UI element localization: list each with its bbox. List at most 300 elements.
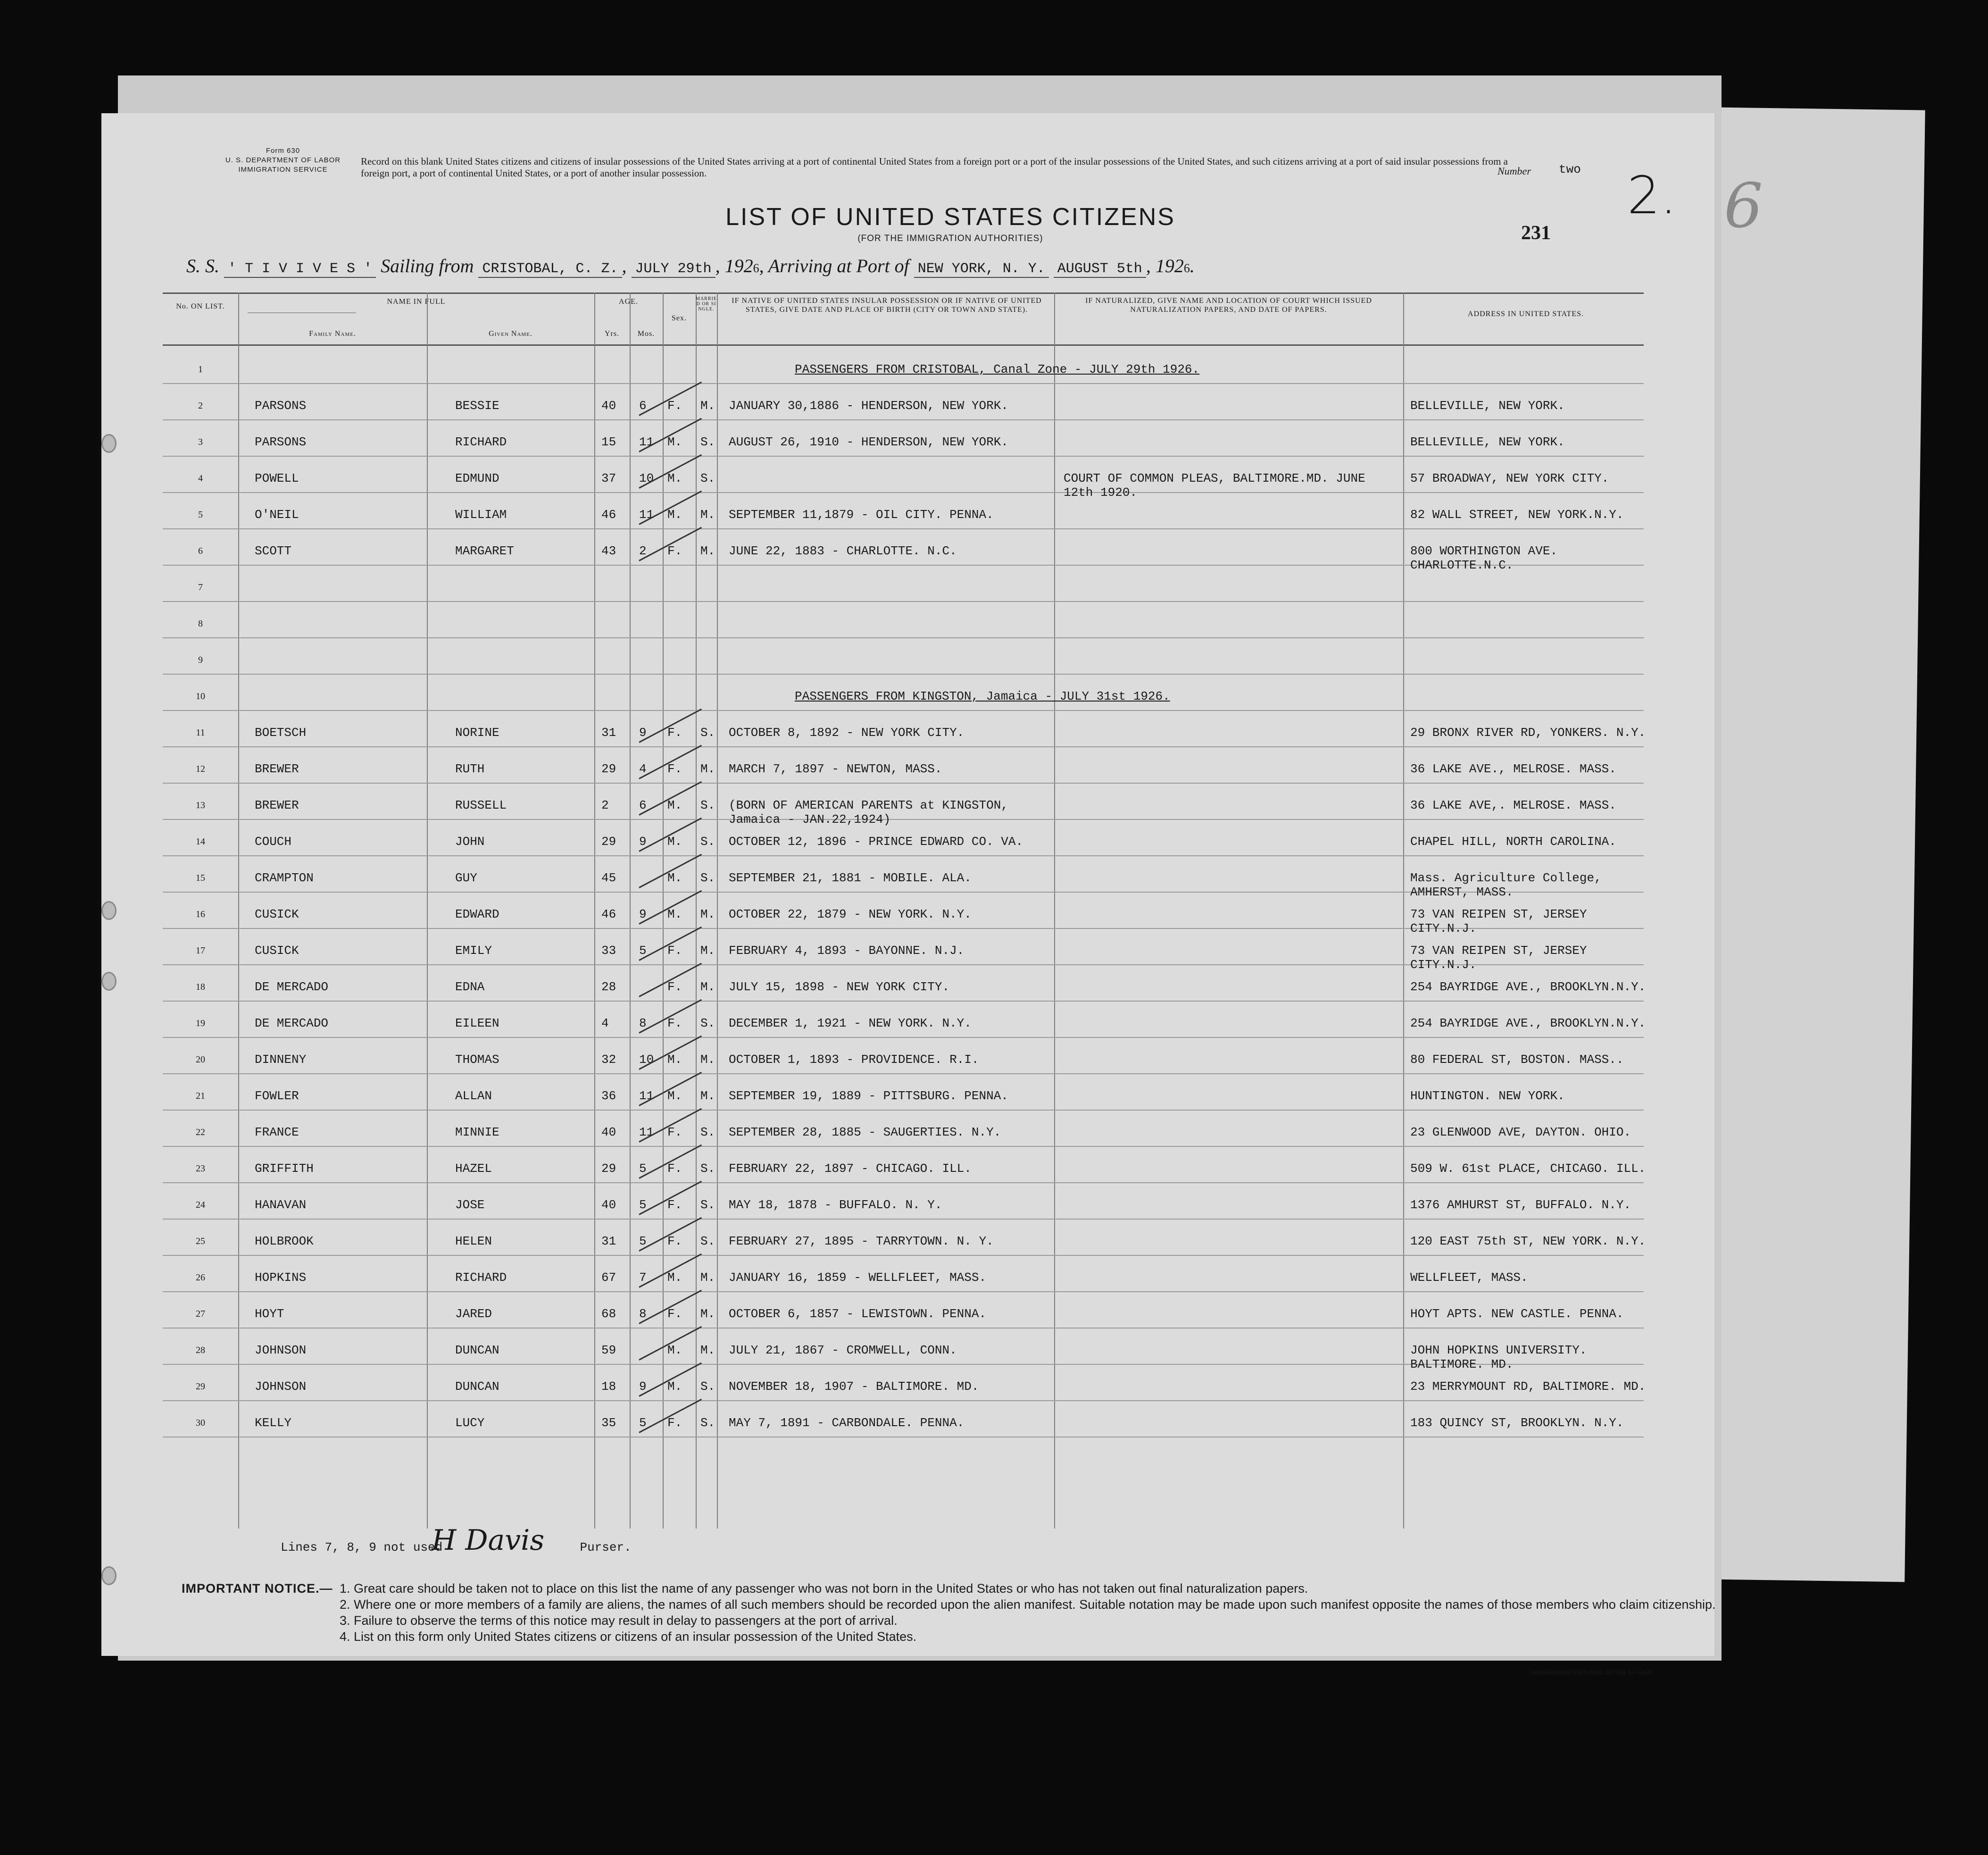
age-years: 35 bbox=[601, 1416, 616, 1430]
arriving-label: Arriving at Port of bbox=[768, 255, 909, 276]
birth-info: OCTOBER 12, 1896 - PRINCE EDWARD CO. VA. bbox=[729, 835, 1023, 849]
address: BELLEVILLE, NEW YORK. bbox=[1410, 435, 1565, 449]
marital-status: M. bbox=[700, 399, 715, 413]
line-number: 5 bbox=[198, 510, 203, 520]
address: Mass. Agriculture College, AMHERST, MASS. bbox=[1410, 871, 1602, 899]
row-rule bbox=[163, 1219, 1644, 1220]
line-number: 14 bbox=[196, 836, 205, 847]
line-number: 16 bbox=[196, 909, 205, 919]
age-months: 2 bbox=[639, 544, 647, 558]
age-months: 8 bbox=[639, 1016, 647, 1030]
family-name: POWELL bbox=[255, 471, 299, 485]
birth-info: MARCH 7, 1897 - NEWTON, MASS. bbox=[729, 762, 942, 776]
row-rule bbox=[163, 1146, 1644, 1147]
family-name: CUSICK bbox=[255, 907, 299, 921]
sex: M. bbox=[667, 871, 682, 885]
family-name: KELLY bbox=[255, 1416, 292, 1430]
line-number: 9 bbox=[198, 655, 203, 665]
age-months: 11 bbox=[639, 1089, 654, 1103]
marital-status: M. bbox=[700, 1053, 715, 1067]
family-name: COUCH bbox=[255, 835, 292, 849]
marital-status: S. bbox=[700, 1198, 715, 1212]
birth-info: JULY 21, 1867 - CROMWELL, CONN. bbox=[729, 1343, 957, 1357]
line-number: 7 bbox=[198, 582, 203, 593]
line-number: 12 bbox=[196, 764, 205, 774]
birth-info: JUNE 22, 1883 - CHARLOTTE. N.C. bbox=[729, 544, 957, 558]
col-divider bbox=[427, 292, 428, 1529]
binder-hole bbox=[101, 901, 116, 920]
section-heading: PASSENGERS FROM CRISTOBAL, Canal Zone - JULY 29th 1926. bbox=[795, 362, 1200, 376]
col-divider bbox=[717, 292, 718, 1529]
marital-status: M. bbox=[700, 544, 715, 558]
instructions: Record on this blank United States citizens and citizens of insular possessions of the United States arriving at a port of continental United States from a foreign port or a port of the insular possessions of the United States, and such citizens arriving at a port of said insular possessions from a foreign port, a port of continental United States, or a port of another insular possession. bbox=[361, 156, 1508, 179]
marital-status: M. bbox=[700, 1089, 715, 1103]
sex: M. bbox=[667, 835, 682, 849]
given-name: JARED bbox=[455, 1307, 492, 1321]
address: 120 EAST 75th ST, NEW YORK. N.Y. bbox=[1410, 1234, 1646, 1248]
address: 509 W. 61st PLACE, CHICAGO. ILL. bbox=[1410, 1161, 1646, 1176]
line-number: 2 bbox=[198, 401, 203, 411]
birth-info: DECEMBER 1, 1921 - NEW YORK. N.Y. bbox=[729, 1016, 972, 1030]
sex: M. bbox=[667, 471, 682, 485]
notice-item: 1. Great care should be taken not to place on this list the name of any passenger who was not born in the United States or who has not taken out final naturalization papers. bbox=[340, 1581, 1308, 1596]
family-name: SCOTT bbox=[255, 544, 292, 558]
sex: F. bbox=[667, 1198, 682, 1212]
address: 254 BAYRIDGE AVE., BROOKLYN.N.Y. bbox=[1410, 980, 1646, 994]
family-name: BREWER bbox=[255, 762, 299, 776]
given-name: EDMUND bbox=[455, 471, 499, 485]
binder-hole bbox=[101, 972, 116, 991]
marital-status: M. bbox=[700, 1270, 715, 1285]
line-number: 15 bbox=[196, 873, 205, 883]
age-years: 46 bbox=[601, 907, 616, 921]
number-digit: 2. bbox=[1627, 165, 1677, 226]
row-rule bbox=[163, 456, 1644, 457]
marital-status: M. bbox=[700, 508, 715, 522]
address: 23 GLENWOOD AVE, DAYTON. OHIO. bbox=[1410, 1125, 1631, 1139]
birth-info: AUGUST 26, 1910 - HENDERSON, NEW YORK. bbox=[729, 435, 1008, 449]
birth-info: FEBRUARY 22, 1897 - CHICAGO. ILL. bbox=[729, 1161, 972, 1176]
sex: F. bbox=[667, 1307, 682, 1321]
marital-status: S. bbox=[700, 871, 715, 885]
lines-not-used: Lines 7, 8, 9 not used bbox=[281, 1540, 443, 1554]
given-name: JOHN bbox=[455, 835, 485, 849]
age-months: 9 bbox=[639, 907, 647, 921]
age-months: 9 bbox=[639, 1379, 647, 1394]
line-number: 26 bbox=[196, 1272, 205, 1283]
page-title: LIST OF UNITED STATES CITIZENS bbox=[725, 203, 1175, 231]
row-rule bbox=[163, 637, 1644, 638]
line-number: 1 bbox=[198, 364, 203, 375]
sex: F. bbox=[667, 944, 682, 958]
col-divider bbox=[630, 292, 631, 1529]
marital-status: M. bbox=[700, 762, 715, 776]
address: 73 VAN REIPEN ST, JERSEY CITY.N.J. bbox=[1410, 944, 1587, 972]
given-name: WILLIAM bbox=[455, 508, 507, 522]
birth-info: FEBRUARY 4, 1893 - BAYONNE. N.J. bbox=[729, 944, 965, 958]
age-months: 7 bbox=[639, 1270, 647, 1285]
age-years: 67 bbox=[601, 1270, 616, 1285]
header-bottom-rule bbox=[163, 344, 1644, 346]
header-mos: Mos. bbox=[637, 330, 655, 338]
binder-hole bbox=[101, 434, 116, 453]
birth-info: OCTOBER 8, 1892 - NEW YORK CITY. bbox=[729, 726, 965, 740]
marital-status: M. bbox=[700, 944, 715, 958]
side-page-mark: 6 bbox=[1724, 170, 1763, 242]
header-family-name: Family Name. bbox=[309, 330, 356, 338]
line-number: 17 bbox=[196, 945, 205, 956]
line-number: 23 bbox=[196, 1163, 205, 1174]
address: JOHN HOPKINS UNIVERSITY. BALTIMORE. MD. bbox=[1410, 1343, 1587, 1371]
row-rule bbox=[163, 783, 1644, 784]
address: 1376 AMHURST ST, BUFFALO. N.Y. bbox=[1410, 1198, 1631, 1212]
row-rule bbox=[163, 419, 1644, 420]
family-name: FOWLER bbox=[255, 1089, 299, 1103]
given-name: ALLAN bbox=[455, 1089, 492, 1103]
line-number: 10 bbox=[196, 691, 205, 702]
family-name: DE MERCADO bbox=[255, 1016, 329, 1030]
section-heading: PASSENGERS FROM KINGSTON, Jamaica - JULY 31st 1926. bbox=[795, 689, 1170, 703]
age-months: 11 bbox=[639, 1125, 654, 1139]
row-rule bbox=[163, 855, 1644, 856]
address: 36 LAKE AVE,. MELROSE. MASS. bbox=[1410, 798, 1616, 812]
line-number: 30 bbox=[196, 1418, 205, 1428]
age-years: 40 bbox=[601, 1198, 616, 1212]
line-number: 3 bbox=[198, 437, 203, 447]
birth-info: JANUARY 16, 1859 - WELLFLEET, MASS. bbox=[729, 1270, 987, 1285]
sailing-year: 1926 bbox=[724, 255, 759, 276]
notice-item: 2. Where one or more members of a family are aliens, the names of all such members should be recorded upon the alien manifest. Suitable notation may be made upon such manifest opposite the names of those members who claim citizenship. bbox=[340, 1597, 1716, 1612]
binder-hole bbox=[101, 1566, 116, 1585]
row-rule bbox=[163, 1291, 1644, 1292]
given-name: MARGARET bbox=[455, 544, 514, 558]
age-months: 5 bbox=[639, 1416, 647, 1430]
line-number: 18 bbox=[196, 982, 205, 992]
sex: M. bbox=[667, 907, 682, 921]
sex: M. bbox=[667, 1089, 682, 1103]
line-number: 8 bbox=[198, 618, 203, 629]
printing-office-mark: GOVERNMENT PRINTING OFFICE 14—914 bbox=[1531, 1670, 1651, 1676]
given-name: EILEEN bbox=[455, 1016, 499, 1030]
address: 80 FEDERAL ST, BOSTON. MASS.. bbox=[1410, 1053, 1624, 1067]
col-divider bbox=[1054, 292, 1055, 1529]
birth-info: SEPTEMBER 11,1879 - OIL CITY. PENNA. bbox=[729, 508, 994, 522]
address: BELLEVILLE, NEW YORK. bbox=[1410, 399, 1565, 413]
birth-info: MAY 18, 1878 - BUFFALO. N. Y. bbox=[729, 1198, 942, 1212]
given-name: THOMAS bbox=[455, 1053, 499, 1067]
sex: F. bbox=[667, 399, 682, 413]
line-number: 22 bbox=[196, 1127, 205, 1137]
given-name: RUSSELL bbox=[455, 798, 507, 812]
marital-status: S. bbox=[700, 1161, 715, 1176]
name-subheader-rule bbox=[248, 312, 356, 313]
row-rule bbox=[163, 746, 1644, 747]
age-years: 36 bbox=[601, 1089, 616, 1103]
line-number: 13 bbox=[196, 800, 205, 811]
header-no: No. ON LIST. bbox=[176, 302, 225, 310]
arrival-year: 1926 bbox=[1155, 255, 1190, 276]
marital-status: S. bbox=[700, 435, 715, 449]
row-rule bbox=[163, 1001, 1644, 1002]
header-name-in-full: NAME IN FULL bbox=[387, 298, 446, 306]
sex: F. bbox=[667, 980, 682, 994]
birth-info: JULY 15, 1898 - NEW YORK CITY. bbox=[729, 980, 950, 994]
age-years: 29 bbox=[601, 835, 616, 849]
row-rule bbox=[163, 1328, 1644, 1329]
header-top-rule bbox=[163, 292, 1644, 294]
family-name: O'NEIL bbox=[255, 508, 299, 522]
address: WELLFLEET, MASS. bbox=[1410, 1270, 1528, 1285]
marital-status: S. bbox=[700, 1379, 715, 1394]
birth-info: OCTOBER 22, 1879 - NEW YORK. N.Y. bbox=[729, 907, 972, 921]
sex: F. bbox=[667, 1125, 682, 1139]
age-months: 11 bbox=[639, 508, 654, 522]
row-rule bbox=[163, 492, 1644, 493]
col-divider bbox=[594, 292, 595, 1529]
family-name: HOLBROOK bbox=[255, 1234, 314, 1248]
address: 23 MERRYMOUNT RD, BALTIMORE. MD. bbox=[1410, 1379, 1646, 1394]
sex: F. bbox=[667, 762, 682, 776]
given-name: DUNCAN bbox=[455, 1379, 499, 1394]
address: 29 BRONX RIVER RD, YONKERS. N.Y. bbox=[1410, 726, 1646, 740]
col-divider bbox=[238, 292, 239, 1529]
family-name: DINNENY bbox=[255, 1053, 307, 1067]
family-name: HANAVAN bbox=[255, 1198, 307, 1212]
age-years: 43 bbox=[601, 544, 616, 558]
age-years: 15 bbox=[601, 435, 616, 449]
age-months: 11 bbox=[639, 435, 654, 449]
sex: F. bbox=[667, 1234, 682, 1248]
sex: F. bbox=[667, 1016, 682, 1030]
header-birth: IF NATIVE OF UNITED STATES INSULAR POSSESSION OR IF NATIVE OF UNITED STATES, GIVE DATE AND PLACE OF BIRTH (CITY OR TOWN AND STATE). bbox=[732, 297, 1042, 314]
sex: M. bbox=[667, 1379, 682, 1394]
age-months: 6 bbox=[639, 399, 647, 413]
age-years: 28 bbox=[601, 980, 616, 994]
birth-info: SEPTEMBER 21, 1881 - MOBILE. ALA. bbox=[729, 871, 972, 885]
row-rule bbox=[163, 383, 1644, 384]
marital-status: S. bbox=[700, 1016, 715, 1030]
marital-status: S. bbox=[700, 726, 715, 740]
given-name: JOSE bbox=[455, 1198, 485, 1212]
line-number: 29 bbox=[196, 1381, 205, 1392]
row-rule bbox=[163, 1037, 1644, 1038]
row-rule bbox=[163, 528, 1644, 529]
line-number: 4 bbox=[198, 473, 203, 484]
age-months: 10 bbox=[639, 1053, 654, 1067]
birth-info: OCTOBER 1, 1893 - PROVIDENCE. R.I. bbox=[729, 1053, 979, 1067]
marital-status: M. bbox=[700, 1307, 715, 1321]
notice-item: 3. Failure to observe the terms of this notice may result in delay to passengers at the port of arrival. bbox=[340, 1613, 898, 1628]
marital-status: S. bbox=[700, 798, 715, 812]
family-name: PARSONS bbox=[255, 399, 307, 413]
address: HUNTINGTON. NEW YORK. bbox=[1410, 1089, 1565, 1103]
family-name: JOHNSON bbox=[255, 1343, 307, 1357]
sex: M. bbox=[667, 1053, 682, 1067]
header-yrs: Yrs. bbox=[604, 330, 620, 338]
line-number: 25 bbox=[196, 1236, 205, 1246]
birth-info: FEBRUARY 27, 1895 - TARRYTOWN. N. Y. bbox=[729, 1234, 994, 1248]
marital-status: S. bbox=[700, 1125, 715, 1139]
purser-signature: H Davis bbox=[432, 1524, 545, 1557]
sailing-port: CRISTOBAL, C. Z. bbox=[478, 261, 622, 278]
age-years: 31 bbox=[601, 1234, 616, 1248]
line-number: 27 bbox=[196, 1309, 205, 1319]
arrival-date: AUGUST 5th bbox=[1054, 261, 1146, 278]
sex: M. bbox=[667, 1343, 682, 1357]
given-name: BESSIE bbox=[455, 399, 499, 413]
age-years: 4 bbox=[601, 1016, 609, 1030]
form-identifier bbox=[205, 146, 361, 175]
given-name: NORINE bbox=[455, 726, 499, 740]
col-divider bbox=[1403, 292, 1404, 1529]
age-months: 5 bbox=[639, 1234, 647, 1248]
marital-status: M. bbox=[700, 907, 715, 921]
family-name: BOETSCH bbox=[255, 726, 307, 740]
number-value: two bbox=[1559, 162, 1581, 176]
address: 57 BROADWAY, NEW YORK CITY. bbox=[1410, 471, 1609, 485]
notice-lead: IMPORTANT NOTICE.— bbox=[182, 1581, 333, 1596]
family-name: FRANCE bbox=[255, 1125, 299, 1139]
line-number: 28 bbox=[196, 1345, 205, 1355]
given-name: EMILY bbox=[455, 944, 492, 958]
page-subtitle: (FOR THE IMMIGRATION AUTHORITIES) bbox=[857, 234, 1043, 243]
line-number: 19 bbox=[196, 1018, 205, 1028]
given-name: RICHARD bbox=[455, 1270, 507, 1285]
sailing-date: JULY 29th bbox=[632, 261, 715, 278]
marital-status: M. bbox=[700, 980, 715, 994]
row-rule bbox=[163, 674, 1644, 675]
row-rule bbox=[163, 1400, 1644, 1401]
line-number: 6 bbox=[198, 546, 203, 556]
marital-status: S. bbox=[700, 835, 715, 849]
family-name: PARSONS bbox=[255, 435, 307, 449]
given-name: HAZEL bbox=[455, 1161, 492, 1176]
sex: M. bbox=[667, 798, 682, 812]
age-months: 6 bbox=[639, 798, 647, 812]
age-years: 40 bbox=[601, 1125, 616, 1139]
manifest-sheet bbox=[101, 113, 1763, 1676]
row-rule bbox=[163, 1073, 1644, 1074]
age-months: 5 bbox=[639, 1161, 647, 1176]
birth-info: SEPTEMBER 28, 1885 - SAUGERTIES. N.Y. bbox=[729, 1125, 1001, 1139]
family-name: HOPKINS bbox=[255, 1270, 307, 1285]
department: U. S. DEPARTMENT OF LABOR bbox=[225, 156, 341, 164]
line-number: 24 bbox=[196, 1200, 205, 1210]
age-months: 5 bbox=[639, 1198, 647, 1212]
address: CHAPEL HILL, NORTH CAROLINA. bbox=[1410, 835, 1616, 849]
arrival-port: NEW YORK, N. Y. bbox=[914, 261, 1049, 278]
birth-info: MAY 7, 1891 - CARBONDALE. PENNA. bbox=[729, 1416, 965, 1430]
family-name: BREWER bbox=[255, 798, 299, 812]
age-months: 4 bbox=[639, 762, 647, 776]
marital-status: S. bbox=[700, 1234, 715, 1248]
age-years: 46 bbox=[601, 508, 616, 522]
passenger-table bbox=[163, 292, 1644, 1529]
address: 183 QUINCY ST, BROOKLYN. N.Y. bbox=[1410, 1416, 1624, 1430]
birth-info: JANUARY 30,1886 - HENDERSON, NEW YORK. bbox=[729, 399, 1008, 413]
ss-label: S. S. bbox=[186, 255, 219, 276]
age-years: 59 bbox=[601, 1343, 616, 1357]
family-name: JOHNSON bbox=[255, 1379, 307, 1394]
header-naturalized: IF NATURALIZED, GIVE NAME AND LOCATION OF COURT WHICH ISSUED NATURALIZATION PAPERS, AND DATE OF PAPERS. bbox=[1085, 297, 1372, 314]
given-name: RICHARD bbox=[455, 435, 507, 449]
form-number: Form 630 bbox=[266, 147, 300, 155]
age-years: 45 bbox=[601, 871, 616, 885]
age-years: 32 bbox=[601, 1053, 616, 1067]
birth-info: NOVEMBER 18, 1907 - BALTIMORE. MD. bbox=[729, 1379, 979, 1394]
marital-status: S. bbox=[700, 471, 715, 485]
line-number: 11 bbox=[196, 727, 205, 738]
line-number: 20 bbox=[196, 1054, 205, 1065]
row-rule bbox=[163, 710, 1644, 711]
address: 254 BAYRIDGE AVE., BROOKLYN.N.Y. bbox=[1410, 1016, 1646, 1030]
marital-status: S. bbox=[700, 1416, 715, 1430]
row-rule bbox=[163, 1182, 1644, 1183]
sex: F. bbox=[667, 544, 682, 558]
age-months: 10 bbox=[639, 471, 654, 485]
age-months: 9 bbox=[639, 835, 647, 849]
sex: M. bbox=[667, 435, 682, 449]
row-rule bbox=[163, 1110, 1644, 1111]
family-name: CRAMPTON bbox=[255, 871, 314, 885]
age-months: 5 bbox=[639, 944, 647, 958]
voyage-line: S. S. ' T I V I V E S ' Sailing from CRISTOBAL, C. Z. , JULY 29th , 1926, Arriving at Port of NEW YORK, N. Y. AUGUST 5th , 1926. bbox=[186, 255, 1195, 277]
ship-name: ' T I V I V E S ' bbox=[224, 261, 376, 278]
age-months: 8 bbox=[639, 1307, 647, 1321]
birth-info: OCTOBER 6, 1857 - LEWISTOWN. PENNA. bbox=[729, 1307, 987, 1321]
address: 82 WALL STREET, NEW YORK.N.Y. bbox=[1410, 508, 1624, 522]
header-address: ADDRESS IN UNITED STATES. bbox=[1468, 310, 1584, 318]
row-rule bbox=[163, 601, 1644, 602]
sex: M. bbox=[667, 1270, 682, 1285]
family-name: GRIFFITH bbox=[255, 1161, 314, 1176]
birth-info: SEPTEMBER 19, 1889 - PITTSBURG. PENNA. bbox=[729, 1089, 1008, 1103]
service: IMMIGRATION SERVICE bbox=[238, 166, 328, 174]
age-years: 37 bbox=[601, 471, 616, 485]
family-name: CUSICK bbox=[255, 944, 299, 958]
age-years: 31 bbox=[601, 726, 616, 740]
given-name: DUNCAN bbox=[455, 1343, 499, 1357]
age-years: 68 bbox=[601, 1307, 616, 1321]
age-years: 29 bbox=[601, 762, 616, 776]
age-months: 9 bbox=[639, 726, 647, 740]
age-years: 29 bbox=[601, 1161, 616, 1176]
marital-status: M. bbox=[700, 1343, 715, 1357]
sex: M. bbox=[667, 508, 682, 522]
sex: F. bbox=[667, 726, 682, 740]
family-name: HOYT bbox=[255, 1307, 284, 1321]
sex: F. bbox=[667, 1161, 682, 1176]
sex: F. bbox=[667, 1416, 682, 1430]
col-divider bbox=[696, 292, 697, 1529]
sailing-label: Sailing from bbox=[381, 255, 474, 276]
purser-label: Purser. bbox=[580, 1540, 632, 1554]
given-name: GUY bbox=[455, 871, 477, 885]
given-name: HELEN bbox=[455, 1234, 492, 1248]
naturalization: COURT OF COMMON PLEAS, BALTIMORE.MD. JUNE 12th 1920. bbox=[1064, 471, 1365, 500]
header-married-single: MARRIED OR SINGLE. bbox=[696, 296, 717, 312]
header-sex: Sex. bbox=[672, 314, 687, 322]
line-number: 21 bbox=[196, 1091, 205, 1101]
header-age: AGE. bbox=[619, 298, 638, 306]
address: 800 WORTHINGTON AVE. CHARLOTTE.N.C. bbox=[1410, 544, 1558, 572]
address: HOYT APTS. NEW CASTLE. PENNA. bbox=[1410, 1307, 1624, 1321]
family-name: DE MERCADO bbox=[255, 980, 329, 994]
header-given-name: Given Name. bbox=[489, 330, 532, 338]
given-name: EDWARD bbox=[455, 907, 499, 921]
birth-info: (BORN OF AMERICAN PARENTS at KINGSTON, Jamaica - JAN.22,1924) bbox=[729, 798, 1008, 827]
address: 73 VAN REIPEN ST, JERSEY CITY.N.J. bbox=[1410, 907, 1587, 936]
